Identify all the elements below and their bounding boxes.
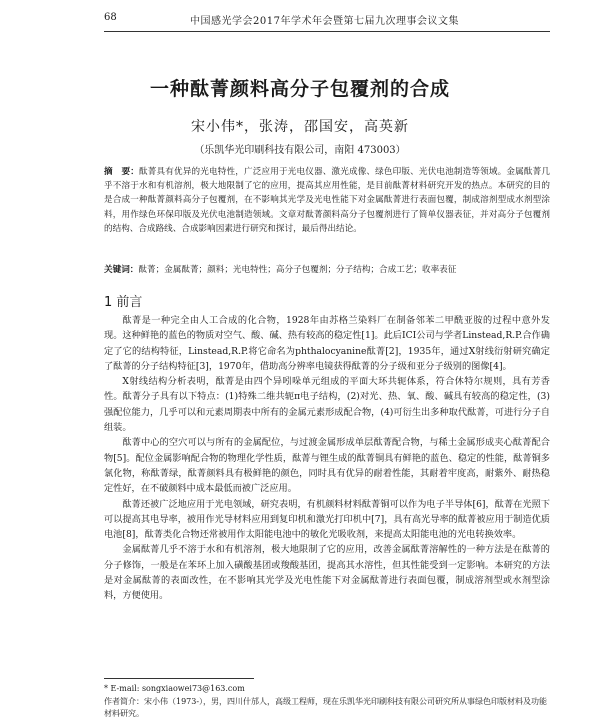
footnote-author-bio: 作者简介：宋小伟（1973-），男，四川什邡人，高级工程师，现在乐凯华光印刷科技有限公司研究所从事绿色印版材料及功能材料研究。: [104, 696, 548, 719]
body-paragraph: 金属酞菁几乎不溶于水和有机溶剂，极大地限制了它的应用，改善金属酞菁溶解性的一种方法是在酞菁的分子修饰，一般是在苯环上加入磺酸基团或羧酸基团，提高其水溶性，但其性能受到一定影响。本研究的方法是对金属酞菁的表面改性，在不影响其光学及光电性能下对金属酞菁进行表面包覆，制成溶剂型或水剂型涂料，方便使用。: [104, 544, 550, 602]
keywords-text: 酞菁；金属酞菁；颜料；光电特性；高分子包覆剂；分子结构；合成工艺；收率表征: [138, 265, 457, 275]
affiliation: （乐凯华光印刷科技有限公司，南阳 473003）: [194, 145, 406, 156]
keywords-label: 关键词：: [104, 265, 139, 275]
footnote-email: * E-mail: songxiaowei73@163.com: [104, 684, 245, 693]
body-paragraph: X射线结构分析表明，酞菁是由四个异吲哚单元组成的平面大环共轭体系，符合休特尔规则，具有芳香性。酞菁分子具有以下特点：(1)特殊二维共轭π电子结构，(2)对光、热、氧、酸、碱具有较高的稳定性，(3)强配位能力，几乎可以和元素周期表中所有的金属元素形成配合物，(4)可衍生出多种取代酞菁，可进行分子自组装。: [104, 376, 550, 434]
footnotes: [104, 683, 550, 721]
abstract: [104, 165, 550, 236]
body-paragraph: 酞菁还被广泛地应用于光电领域，研究表明，有机颜料材料酞菁铜可以作为电子半导体[6]，酞菁在光照下可以提高其电导率，被用作光导材料应用到复印机和激光打印机中[7]，具有高光导率的酞菁被应用于制造优质电池[8]，酞菁类化合物还常被用作太阳能电池中的敏化光吸收剂，来提高太阳能电池的光电转换效率。: [104, 498, 550, 541]
body-paragraph: 酞菁是一种完全由人工合成的化合物，1928年由苏格兰染料厂在制备邻苯二甲酰亚胺的过程中意外发现。这种鲜艳的蓝色的物质对空气、酸、碱、热有较高的稳定性[1]。此后ICI公司与学者Linstead,R.P.合作确定了它的结构特征，Linstead,R.P.将它命名为phthalocyanine酞菁[2]，1935年，通过X射线衍射研究确定了酞菁的分子结构特征[3]，1970年，借助高分辨率电镜获得酞菁的分子级和亚分子级别的图像[4]。: [104, 315, 550, 372]
body-paragraph: 酞菁中心的空穴可以与所有的金属配位，与过渡金属形成单层酞菁配合物，与稀土金属形成夹心酞菁配合物[5]。配位金属影响配合物的物理化学性质，酞菁与锂生成的酞菁铜具有鲜艳的蓝色、稳定的性能，酞菁铜多氯化物，称酞菁绿，酞菁颜料具有极鲜艳的颜色，同时具有优异的耐着性能，其耐着牢度高，耐紫外、耐热稳定性好，在不破颜料中成本最低而被广泛应用。: [104, 437, 550, 495]
running-title: 中国感光学会2017年学术年会暨第七届九次理事会议文集: [190, 16, 459, 27]
footnote-rule: [104, 678, 254, 679]
section-body: [104, 313, 550, 604]
section-heading: 1 前言: [104, 295, 143, 310]
paper-title: 一种酞菁颜料高分子包覆剂的合成: [149, 78, 450, 100]
author-list: 宋小伟*，张涛，邵国安，高英新: [191, 119, 409, 135]
header-rule: [104, 31, 550, 32]
running-header: [104, 12, 564, 28]
abstract-text: 酞菁具有优异的光电特性，广泛应用于光电仪器、激光成像、绿色印版、光伏电池制造等领域。金属酞菁几乎不溶于水和有机溶剂，极大地限制了它的应用，提高其应用性能，是目前酞菁材料研究开发的热点。本研究的目的是合成一种酞菁颜料高分子包覆剂，在不影响其光学及光电性能下对金属酞菁进行表面包覆，制成溶剂型成水剂型涂料，用作绿色环保印版及光伏电池制造领域。文章对酞菁颜料高分子包覆剂进行了简单仪器表征，并对高分子包覆剂的结构、合成路线、合成影响因素进行研究和探讨，最后得出结论。: [104, 167, 550, 234]
keywords: [104, 263, 550, 277]
abstract-label: 摘 要：: [104, 167, 139, 177]
page-number: 68: [104, 12, 117, 23]
